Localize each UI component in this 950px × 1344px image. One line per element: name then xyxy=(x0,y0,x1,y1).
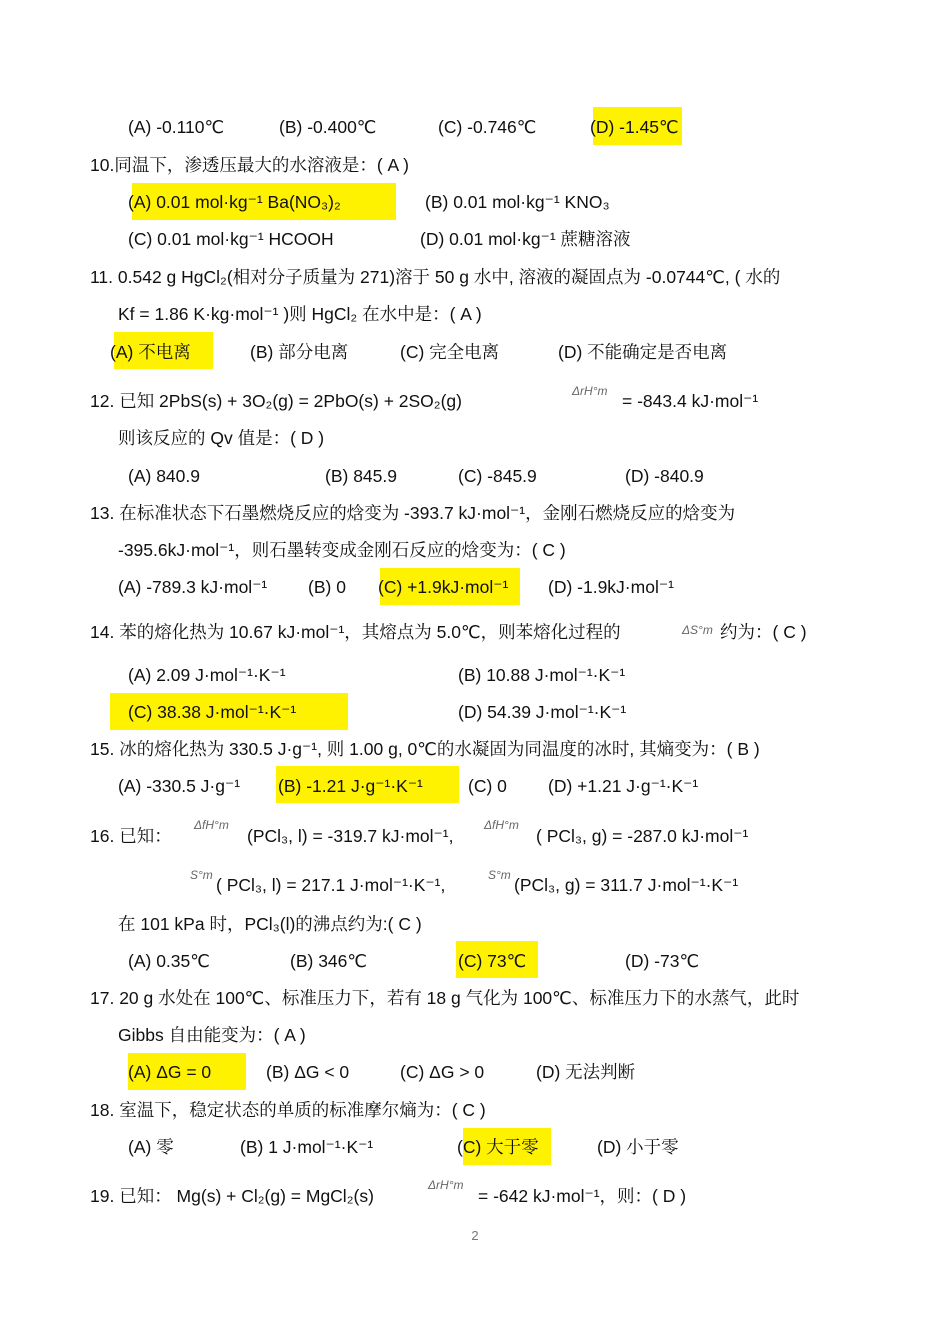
q14-option-b: (B) 10.88 J·mol⁻¹·K⁻¹ xyxy=(458,665,626,685)
q16-number: 16. 已知： xyxy=(90,826,172,846)
q12-option-d: (D) -840.9 xyxy=(625,466,704,486)
q13-stem-line2: -395.6kJ·mol⁻¹，则石墨转变成金刚石反应的焓变为：( C ) xyxy=(118,540,566,560)
q11-stem-line1: 11. 0.542 g HgCl₂(相对分子质量为 271)溶于 50 g 水中, 溶液的凝固点为 -0.0744℃, ( 水的 xyxy=(90,267,781,287)
q15-option-d: (D) +1.21 J·g⁻¹·K⁻¹ xyxy=(548,776,699,796)
q13-option-a: (A) -789.3 kJ·mol⁻¹ xyxy=(118,577,268,597)
q19-delta-h-symbol: ΔrH°m xyxy=(428,1178,464,1192)
q14-option-d: (D) 54.39 J·mol⁻¹·K⁻¹ xyxy=(458,702,627,722)
q16-dfh-gas: ( PCl₃, g) = -287.0 kJ·mol⁻¹ xyxy=(536,826,749,846)
q16-option-a: (A) 0.35℃ xyxy=(128,951,210,971)
q14-stem: 14. 苯的熔化热为 10.67 kJ·mol⁻¹，其熔点为 5.0℃，则苯熔化过程的 xyxy=(90,622,621,642)
q17-option-c: (C) ΔG > 0 xyxy=(400,1062,485,1082)
q14-delta-s-symbol: ΔS°m xyxy=(682,623,713,637)
q18-option-b: (B) 1 J·mol⁻¹·K⁻¹ xyxy=(240,1137,374,1157)
q13-option-b: (B) 0 xyxy=(308,577,346,597)
q11-option-a: (A) 不电离 xyxy=(110,342,191,362)
q17-option-b: (B) ΔG < 0 xyxy=(266,1062,350,1082)
q19-stem: 19. 已知： Mg(s) + Cl₂(g) = MgCl₂(s) xyxy=(90,1186,374,1206)
q18-option-d: (D) 小于零 xyxy=(597,1137,679,1157)
q13-stem-line1: 13. 在标准状态下石墨燃烧反应的焓变为 -393.7 kJ·mol⁻¹，金刚石燃烧反应的焓变为 xyxy=(90,503,736,523)
q18-option-a: (A) 零 xyxy=(128,1137,174,1157)
q9-option-a: (A) -0.110℃ xyxy=(128,117,225,137)
q12-option-c: (C) -845.9 xyxy=(458,466,537,486)
q15-option-b: (B) -1.21 J·g⁻¹·K⁻¹ xyxy=(278,776,423,796)
q19-enthalpy: = -642 kJ·mol⁻¹，则：( D ) xyxy=(478,1186,687,1206)
q17-stem-line1: 17. 20 g 水处在 100℃、标准压力下，若有 18 g 气化为 100℃、标准压力下的水蒸气，此时 xyxy=(90,988,800,1008)
q16-option-c: (C) 73℃ xyxy=(458,951,527,971)
page-number: 2 xyxy=(471,1228,479,1243)
q18-stem: 18. 室温下，稳定状态的单质的标准摩尔熵为：( C ) xyxy=(90,1100,486,1120)
q9-option-c: (C) -0.746℃ xyxy=(438,117,537,137)
q10-stem: 10.同温下，渗透压最大的水溶液是：( A ) xyxy=(90,155,409,175)
q10-option-a: (A) 0.01 mol·kg⁻¹ Ba(NO₃)₂ xyxy=(128,192,341,212)
q13-option-c: (C) +1.9kJ·mol⁻¹ xyxy=(378,577,509,597)
q15-stem: 15. 冰的熔化热为 330.5 J·g⁻¹, 则 1.00 g, 0℃的水凝固为同温度的冰时, 其熵变为：( B ) xyxy=(90,739,760,759)
q12-delta-h-symbol: ΔrH°m xyxy=(572,384,608,398)
q17-stem-line2: Gibbs 自由能变为：( A ) xyxy=(118,1025,306,1045)
q9-option-b: (B) -0.400℃ xyxy=(279,117,377,137)
q12-enthalpy: = -843.4 kJ·mol⁻¹ xyxy=(622,391,759,411)
q12-option-b: (B) 845.9 xyxy=(325,466,397,486)
q16-delta-fh-symbol-2: ΔfH°m xyxy=(484,818,519,832)
q16-sm-gas: (PCl₃, g) = 311.7 J·mol⁻¹·K⁻¹ xyxy=(514,875,739,895)
q11-option-c: (C) 完全电离 xyxy=(400,342,500,362)
q10-option-d: (D) 0.01 mol·kg⁻¹ 蔗糖溶液 xyxy=(420,229,631,249)
q11-stem-line2: Kf = 1.86 K·kg·mol⁻¹ )则 HgCl₂ 在水中是：( A ) xyxy=(118,304,482,324)
q15-option-a: (A) -330.5 J·g⁻¹ xyxy=(118,776,241,796)
q14-option-c: (C) 38.38 J·mol⁻¹·K⁻¹ xyxy=(128,702,297,722)
q12-option-a: (A) 840.9 xyxy=(128,466,200,486)
q10-option-c: (C) 0.01 mol·kg⁻¹ HCOOH xyxy=(128,229,334,249)
q17-option-d: (D) 无法判断 xyxy=(536,1062,636,1082)
q10-option-b: (B) 0.01 mol·kg⁻¹ KNO₃ xyxy=(425,192,610,212)
q12-stem: 12. 已知 2PbS(s) + 3O₂(g) = 2PbO(s) + 2SO₂(g) xyxy=(90,391,462,411)
q16-sm-symbol-1: S°m xyxy=(190,868,213,882)
q18-option-c: (C) 大于零 xyxy=(457,1137,539,1157)
q13-option-d: (D) -1.9kJ·mol⁻¹ xyxy=(548,577,674,597)
q16-stem-line2: 在 101 kPa 时，PCl₃(l)的沸点约为:( C ) xyxy=(118,914,422,934)
q16-option-d: (D) -73℃ xyxy=(625,951,700,971)
q16-dfh-liquid: (PCl₃, l) = -319.7 kJ·mol⁻¹, xyxy=(247,826,454,846)
q16-option-b: (B) 346℃ xyxy=(290,951,368,971)
q14-stem-tail: 约为：( C ) xyxy=(720,622,807,642)
q16-sm-symbol-2: S°m xyxy=(488,868,511,882)
q14-option-a: (A) 2.09 J·mol⁻¹·K⁻¹ xyxy=(128,665,286,685)
q16-sm-liquid: ( PCl₃, l) = 217.1 J·mol⁻¹·K⁻¹, xyxy=(216,875,446,895)
q16-delta-fh-symbol-1: ΔfH°m xyxy=(194,818,229,832)
q11-option-b: (B) 部分电离 xyxy=(250,342,349,362)
q17-option-a: (A) ΔG = 0 xyxy=(128,1062,212,1082)
q11-option-d: (D) 不能确定是否电离 xyxy=(558,342,728,362)
q9-option-d: (D) -1.45℃ xyxy=(590,117,679,137)
q12-stem-line2: 则该反应的 Qv 值是：( D ) xyxy=(118,428,325,448)
q15-option-c: (C) 0 xyxy=(468,776,507,796)
